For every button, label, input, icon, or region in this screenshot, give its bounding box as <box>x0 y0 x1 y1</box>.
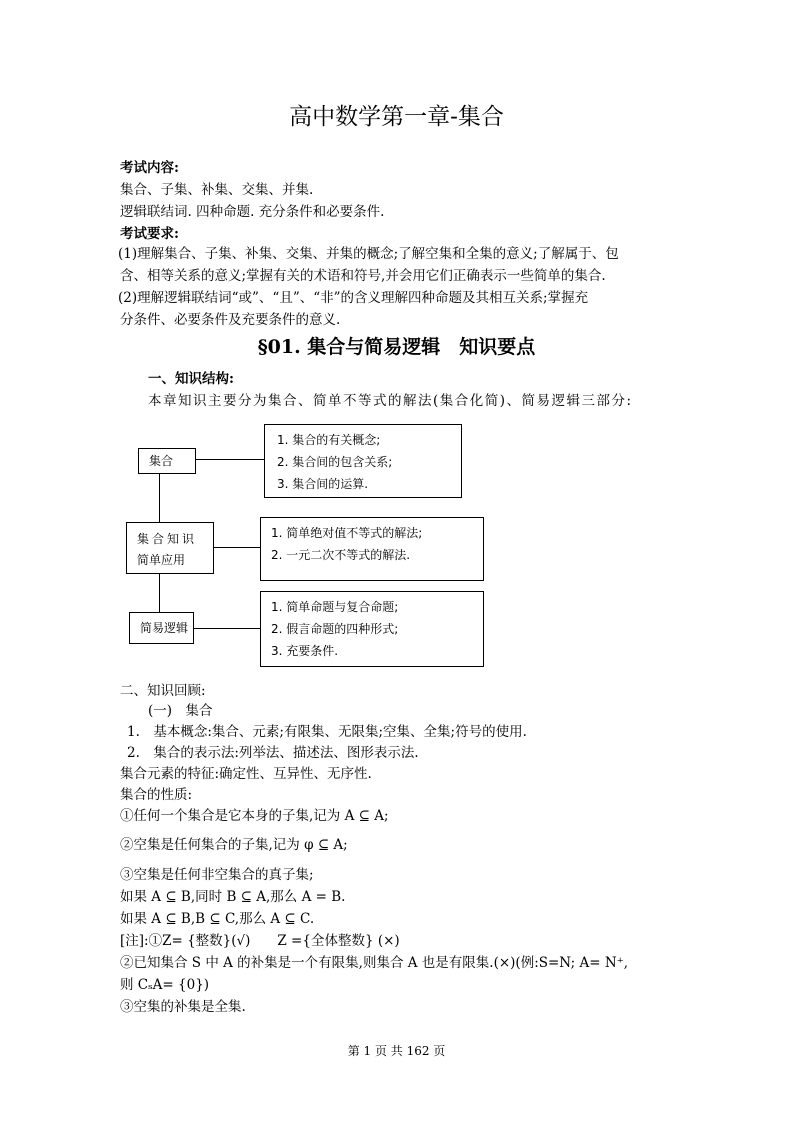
node-applications-label-2: 简单应用 <box>137 553 186 567</box>
note-2: ②已知集合 S 中 A 的补集是一个有限集,则集合 A 也是有限集.(×)(例:S=N; A= N⁺, <box>120 955 629 971</box>
property-1: ①任何一个集合是它本身的子集,记为 A ⊆ A; <box>120 808 389 824</box>
connector-line <box>159 572 160 612</box>
note-1: [注]:①Z= {整数}(√) Z ={全体整数} (×) <box>120 933 400 949</box>
connector-line <box>212 547 260 548</box>
property-3: ③空集是任何非空集合的真子集; <box>120 867 314 883</box>
requirement-1-line-1: (1)理解集合、子集、补集、交集、并集的概念;了解空集和全集的意义;了解属于、包 <box>118 246 619 262</box>
exam-requirements-heading: 考试要求: <box>120 226 179 242</box>
requirement-1-line-2: 含、相等关系的意义;掌握有关的术语和符号,并会用它们正确表示一些简单的集合. <box>120 268 606 284</box>
set-properties-heading: 集合的性质: <box>120 787 193 803</box>
connector-line <box>192 628 260 629</box>
property-3-a: 如果 A ⊆ B,同时 B ⊆ A,那么 A = B. <box>120 889 346 905</box>
property-3-b: 如果 A ⊆ B,B ⊆ C,那么 A ⊆ C. <box>120 911 315 927</box>
node-sets-detail <box>264 424 462 498</box>
exam-content-line-2: 逻辑联结词. 四种命题. 充分条件和必要条件. <box>120 204 385 220</box>
node-applications-label-1: 集合知识 <box>137 532 198 546</box>
review-heading: 二、知识回顾: <box>120 683 206 699</box>
review-item-1: 1. 基本概念:集合、元素;有限集、无限集;空集、全集;符号的使用. <box>127 724 527 740</box>
node-logic-item-2: 2. 假言命题的四种形式; <box>271 622 399 636</box>
exam-content-heading: 考试内容: <box>120 160 179 176</box>
node-logic <box>129 612 194 644</box>
node-applications <box>126 522 214 574</box>
node-logic-label: 简易逻辑 <box>140 621 189 635</box>
page-footer: 第 1 页 共 162 页 <box>347 1044 446 1058</box>
connector-line <box>159 472 160 522</box>
review-subheading-sets: (一) 集合 <box>148 703 213 719</box>
requirement-2-line-2: 分条件、必要条件及充要条件的意义. <box>120 312 341 328</box>
node-logic-item-1: 1. 简单命题与复合命题; <box>271 600 399 614</box>
note-3: ③空集的补集是全集. <box>120 999 246 1015</box>
exam-content-line-1: 集合、子集、补集、交集、并集. <box>120 182 314 198</box>
node-sets-item-1: 1. 集合的有关概念; <box>277 433 381 447</box>
node-sets-label: 集合 <box>149 454 174 468</box>
review-item-2: 2. 集合的表示法:列举法、描述法、图形表示法. <box>127 745 419 761</box>
set-element-features: 集合元素的特征:确定性、互异性、无序性. <box>120 766 372 782</box>
node-sets <box>138 448 196 474</box>
node-sets-item-3: 3. 集合间的运算. <box>277 477 369 491</box>
requirement-2-line-1: (2)理解逻辑联结词“或”、“且”、“非”的含义理解四种命题及其相互关系;掌握充 <box>118 290 589 306</box>
document-title: 高中数学第一章-集合 <box>289 104 504 130</box>
knowledge-structure-intro: 本章知识主要分为集合、简单不等式的解法(集合化简)、简易逻辑三部分: <box>148 393 633 409</box>
node-applications-item-1: 1. 简单绝对值不等式的解法; <box>271 526 423 540</box>
knowledge-structure-heading: 一、知识结构: <box>148 371 234 387</box>
node-applications-detail <box>260 517 484 581</box>
node-logic-detail <box>260 591 484 667</box>
property-2: ②空集是任何集合的子集,记为 φ ⊆ A; <box>120 837 348 853</box>
node-sets-item-2: 2. 集合间的包含关系; <box>277 455 393 469</box>
node-logic-item-3: 3. 充要条件. <box>271 644 339 658</box>
connector-line <box>194 459 264 460</box>
section-title: §01. 集合与简易逻辑 知识要点 <box>257 336 536 358</box>
node-applications-item-2: 2. 一元二次不等式的解法. <box>271 548 411 562</box>
note-2-continued: 则 CₛA= {0}) <box>120 977 210 993</box>
